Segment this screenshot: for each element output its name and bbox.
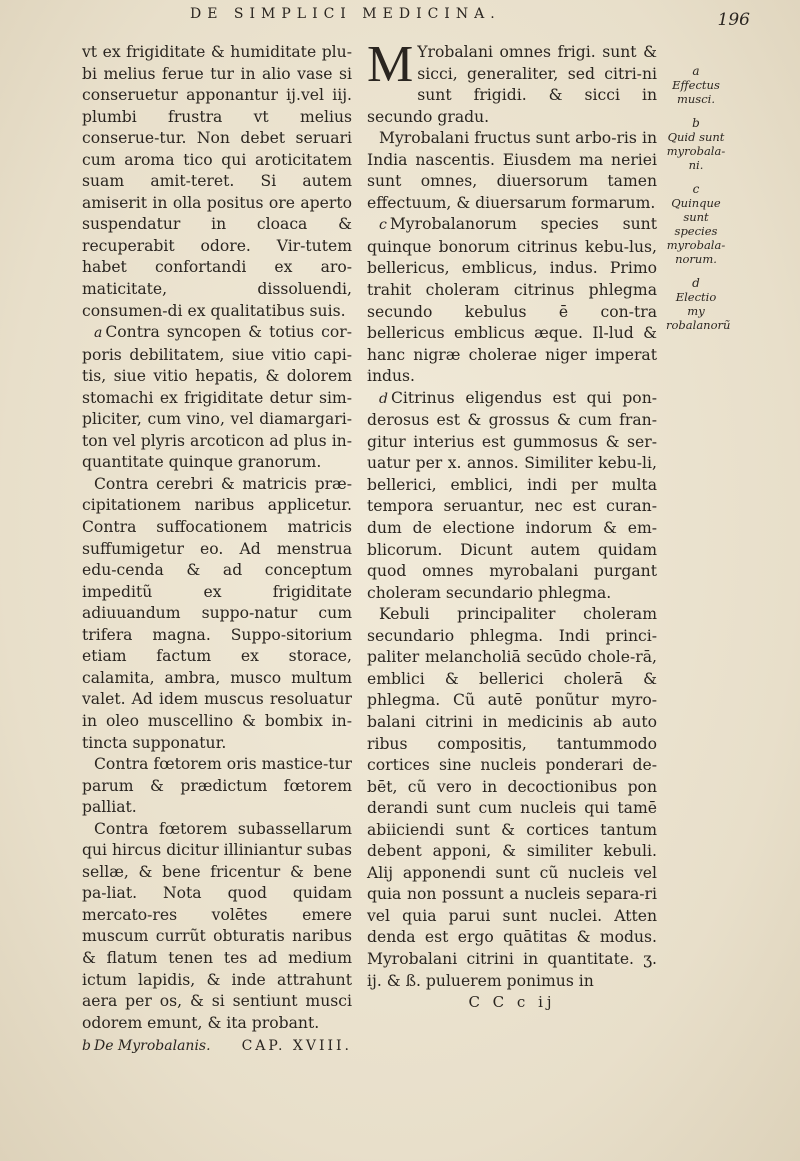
right-paragraph: c Myrobalanorum species sunt quinque bonorum citrinus kebu-lus, bellericus, emblicus, indus. Primo trahit choleram citrinus phlegma secundo kebulus ē con-tra bellericus emblicus æque. Il-lud & hanc nigræ cholerae niger imperat indus. — [367, 215, 657, 386]
margin-note: c Quinque sunt species myrobala-norum. — [666, 182, 726, 266]
left-column — [82, 42, 352, 1058]
left-paragraph: Contra fœtorem oris mastice-tur parum & prædictum fœtorem palliat. — [82, 755, 352, 817]
chapter-number: CAP. XVIII. — [241, 1038, 352, 1055]
right-paragraph: Kebuli principaliter choleram secundario phlegma. Indi princi-paliter melancholiā secūdo chole-rā, emblici & bellerici cholerā & phlegma. Cũ autē ponũtur myro-balani citrini in medicinis ab auto ribus compositis, tantummodo cortices sine nucleis ponderari de-bēt, cũ vero in decoctionibus pon derandi sunt cum nucleis qui tamē abiiciendi sunt & cortices tantum debent apponi, & similiter kebuli. Alij apponendi sunt cũ nucleis vel quia non possunt a nucleis separa-ri vel quia parui sunt nuclei. Atten denda est ergo quātitas & modus. Myrobalani citrini in quantitate. ʒ. ij. & ß. puluerem ponimus in — [367, 605, 657, 990]
margin-note: b Quid sunt myrobala-ni. — [666, 116, 726, 172]
running-head: DE SIMPLICI MEDICINA. — [190, 6, 501, 22]
marginalia — [666, 64, 731, 342]
right-column — [367, 36, 657, 1014]
note-letter: d — [379, 390, 388, 407]
note-letter: b — [82, 1038, 91, 1055]
left-paragraph: vt ex frigiditate & humiditate plu-bi melius ferue tur in alio vase si conseruetur apponantur ij.vel iij. plumbi frustra vt melius conserue-tur. Non debet seruari cum aroma tico qui aroticitatem suam amit-teret. Si autem amiserit in olla positus ore aperto suspendatur in cloaca & recuperabit odore. Vir-tutem habet confortandi ex aro-maticitate, dissoluendi, consumen-di ex qualitatibus suis. — [82, 43, 352, 320]
margin-note: d Electio my robalanorũ — [666, 276, 731, 332]
right-paragraph: Myrobalani fructus sunt arbo-ris in India nascentis. Eiusdem ma neriei sunt omnes, diuersorum tamen effectuum, & diuersarum formarum. — [367, 129, 657, 212]
folio-number: 196 — [717, 10, 750, 30]
right-paragraph: d Citrinus eligendus est qui pon-derosus est & grossus & cum fran-gitur interius est gummosus & ser-uatur per x. annos. Similiter kebu-li, bellerici, emblici, indi per multa tempora seruantur, nec est curan-dum de electione indorum & em-blicorum. Dicunt autem quidam quod omnes myrobalani purgant choleram secundario phlegma. — [367, 388, 657, 602]
note-letter: a — [94, 325, 103, 342]
left-paragraph: Contra fœtorem subassellarum qui hircus dicitur illiniantur subas sellæ, & bene fricentur & bene pa-liat. Nota quod quidam mercato-res volētes emere muscum currũt obturatis naribus & flatum tenen tes ad medium ictum lapidis, & inde attrahunt aera per os, & si sentiunt musci odorem emunt, & ita probant. — [82, 819, 352, 1032]
signature-mark: C C c ij — [468, 993, 556, 1012]
margin-note: a Effectus musci. — [672, 64, 720, 106]
left-paragraph: a Contra syncopen & totius cor-poris debilitatem, siue vitio capi-tis, siue vitio hepatis, & dolorem stomachi ex frigiditate detur sim-pliciter, cum vino, vel diamargari-ton vel plyris arcoticon ad plus in-quantitate quinque granorum. — [82, 323, 352, 472]
drop-cap-initial: M — [367, 36, 414, 93]
chapter-heading — [82, 1036, 352, 1058]
left-paragraph: Contra cerebri & matricis præ-cipitationem naribus applicetur. Contra suffocationem matricis suffumigetur eo. Ad menstrua edu-cenda & ad conceptum impeditũ ex frigiditate adiuuandum suppo-natur cum trifera magna. Suppo-sitorium etiam factum ex storace, calamita, ambra, musco multum valet. Ad idem muscus resoluatur in oleo muscellino & bombix in-tincta supponatur. — [82, 474, 352, 752]
chapter-title: b De Myrobalanis. — [82, 1038, 211, 1055]
note-letter: c — [379, 217, 387, 234]
right-paragraph: M Yrobalani omnes frigi. sunt & sicci, generaliter, sed citri-ni sunt frigidi. & sicci in secundo gradu. — [367, 36, 657, 126]
page-header — [60, 6, 760, 28]
